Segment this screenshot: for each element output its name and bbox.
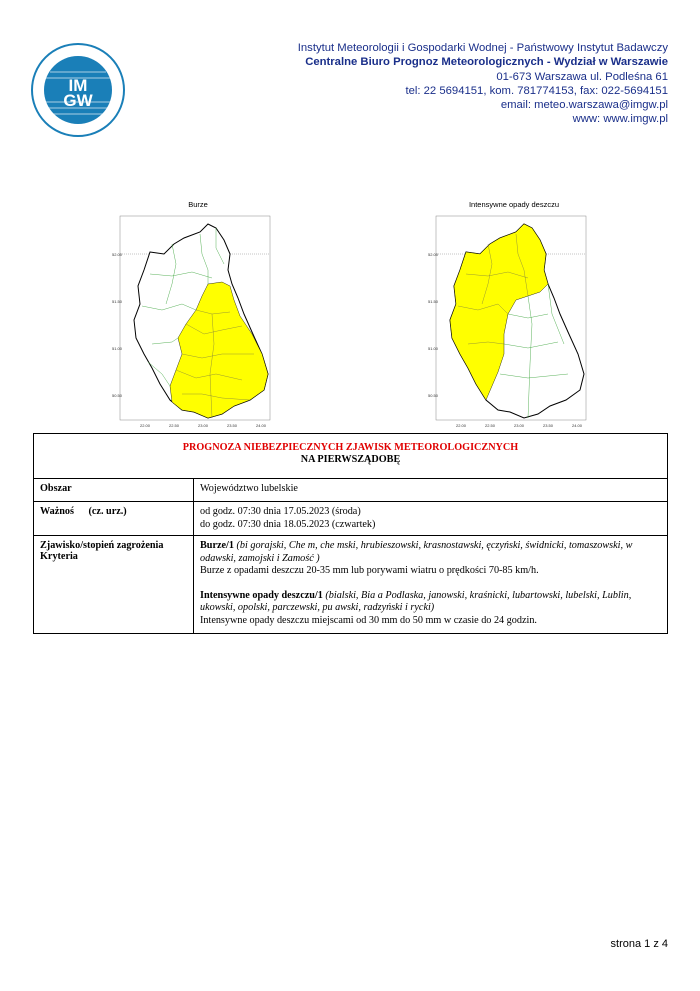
- address: 01-673 Warszawa ul. Podleśna 61: [496, 70, 668, 83]
- validity-label-sub: (cz. urz.): [88, 506, 127, 517]
- rain-warning: [200, 590, 661, 615]
- website[interactable]: www: www.imgw.pl: [572, 113, 668, 126]
- rain-warning-desc: Intensywne opady deszczu miejscami od 30 mm do 50 mm w czasie do 24 godzin.: [200, 614, 537, 626]
- email: email: meteo.warszawa@imgw.pl: [500, 99, 668, 112]
- validity-value: [194, 502, 667, 535]
- validity-label: [34, 502, 194, 535]
- office-name: Centralne Biuro Prognoz Meteorologicznych - Wydział w Warszawie: [305, 56, 668, 69]
- xtick-2: 22.50: [169, 423, 180, 428]
- area-value: Województwo lubelskie: [200, 483, 298, 494]
- table-title: [34, 434, 667, 478]
- xtick-1: 22.00: [140, 423, 151, 428]
- institute-header: [248, 41, 668, 127]
- rain-warning-areas: (bialski, Bia a Podlaska, janowski, kraśnicki, lubartowski, lubelski, Lublin, ukowski, opolski, parczewski, pu awski, radzyński i rycki): [200, 589, 632, 613]
- storm-warning-areas: (bi gorajski, Che m, che mski, hrubieszowski, krasnostawski, ęczyński, świdnicki, tomaszowski, w odawski, zamojski i Zamość ): [200, 540, 633, 564]
- table-row-validity: [34, 501, 667, 535]
- ytick-1: 52.00: [428, 252, 439, 257]
- table-title-line-1: PROGNOZA NIEBEZPIECZNYCH ZJAWISK METEOROLOGICZNYCH: [182, 442, 519, 453]
- xtick-4: 23.50: [543, 423, 554, 428]
- xtick-2: 22.50: [485, 423, 496, 428]
- xtick-5: 24.00: [572, 423, 583, 428]
- area-label: Obszar: [34, 479, 194, 501]
- storm-map-title: Burze: [188, 200, 208, 209]
- rain-map-graphic: [428, 214, 600, 430]
- phenomenon-label: [34, 536, 194, 633]
- svg-text:IM: IM: [68, 76, 88, 95]
- table-row-phenomena: [34, 535, 667, 633]
- rain-map-title: Intensywne opady deszczu: [468, 200, 560, 209]
- table-row-area: [34, 478, 667, 501]
- forecast-table: [33, 433, 668, 634]
- ytick-1: 52.00: [112, 252, 123, 257]
- svg-text:GW: GW: [63, 91, 93, 110]
- validity-from: od godz. 07:30 dnia 17.05.2023 (środa): [200, 506, 361, 517]
- storm-warning-head: Burze/1: [200, 540, 234, 551]
- ytick-2: 51.50: [428, 299, 439, 304]
- rain-warning-head: Intensywne opady deszczu/1: [200, 589, 323, 601]
- xtick-3: 23.00: [198, 423, 209, 428]
- phenomenon-label-line-1: Zjawisko/stopień zagrożenia: [40, 540, 164, 551]
- storm-map-graphic: [112, 214, 284, 430]
- storm-warning: [200, 540, 661, 565]
- xtick-4: 23.50: [227, 423, 238, 428]
- table-title-line-2: NA PIERWSZĄDOBĘ: [300, 454, 401, 465]
- phone: tel: 22 5694151, kom. 781774153, fax: 022-5694151: [405, 84, 668, 97]
- ytick-4: 50.50: [112, 393, 123, 398]
- storm-map: [112, 200, 284, 430]
- table-title-row: [34, 434, 667, 478]
- institute-name: Instytut Meteorologii i Gospodarki Wodnej - Państwowy Instytut Badawczy: [297, 42, 668, 54]
- storm-warning-desc: Burze z opadami deszczu 20-35 mm lub porywami wiatru o prędkości 70-85 km/h.: [200, 565, 539, 576]
- page-number: strona 1 z 4: [610, 938, 668, 950]
- ytick-2: 51.50: [112, 299, 123, 304]
- ytick-3: 51.00: [428, 346, 439, 351]
- xtick-3: 23.00: [514, 423, 525, 428]
- validity-label-main: Ważnoś: [40, 506, 74, 517]
- validity-to: do godz. 07:30 dnia 18.05.2023 (czwartek): [200, 518, 376, 530]
- rain-map: [428, 200, 600, 430]
- xtick-1: 22.00: [456, 423, 467, 428]
- xtick-5: 24.00: [256, 423, 267, 428]
- imgw-logo: [30, 42, 126, 138]
- phenomenon-label-line-2: Kryteria: [40, 551, 78, 562]
- ytick-4: 50.50: [428, 393, 439, 398]
- phenomenon-value: [194, 536, 667, 633]
- ytick-3: 51.00: [112, 346, 123, 351]
